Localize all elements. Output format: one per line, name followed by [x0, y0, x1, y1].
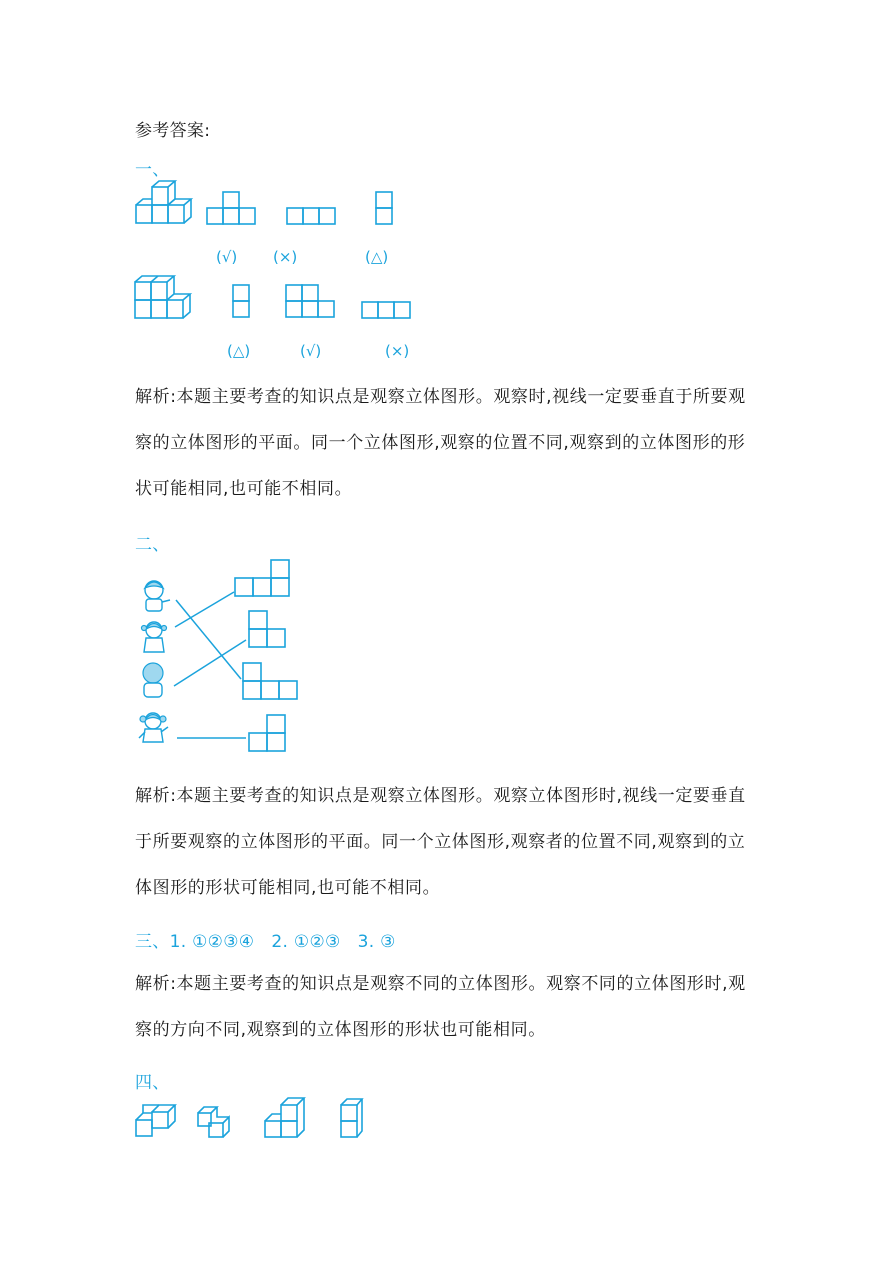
mark-2c: (×)	[385, 342, 410, 360]
section-1-heading: 一、	[135, 160, 170, 180]
mark-1a: (√)	[216, 248, 238, 266]
section-3-analysis: 解析:本题主要考查的知识点是观察不同的立体图形。观察不同的立体图形时,观察的方向不同,观察到的立体图形的形状也可能相同。	[135, 974, 746, 1040]
mark-1b: (×)	[273, 248, 298, 266]
cube-build-figure-d	[341, 1099, 362, 1137]
section-2-heading: 二、	[135, 535, 170, 555]
cube-build-figure-b	[198, 1107, 229, 1137]
cube-build-figure-a	[136, 1105, 175, 1136]
section-2-analysis: 解析:本题主要考查的知识点是观察立体图形。观察立体图形时,视线一定要垂直于所要观察的立体图形的平面。同一个立体图形,观察者的位置不同,观察到的立体图形的形状可能相同,也可能不相同。	[135, 786, 746, 898]
section-3-answer: 三、1. ①②③④ 2. ①②③ 3. ③	[135, 932, 396, 952]
answers-title: 参考答案:	[135, 121, 211, 141]
section-1-analysis: 解析:本题主要考查的知识点是观察立体图形。观察时,视线一定要垂直于所要观察的立体图形的平面。同一个立体图形,观察的位置不同,观察到的立体图形的形状可能相同,也可能不相同。	[135, 387, 746, 499]
mark-2b: (√)	[300, 342, 322, 360]
cube-build-figure-c	[265, 1098, 304, 1137]
mark-2a: (△)	[227, 342, 251, 360]
section-4-heading: 四、	[135, 1073, 170, 1093]
mark-1c: (△)	[365, 248, 389, 266]
